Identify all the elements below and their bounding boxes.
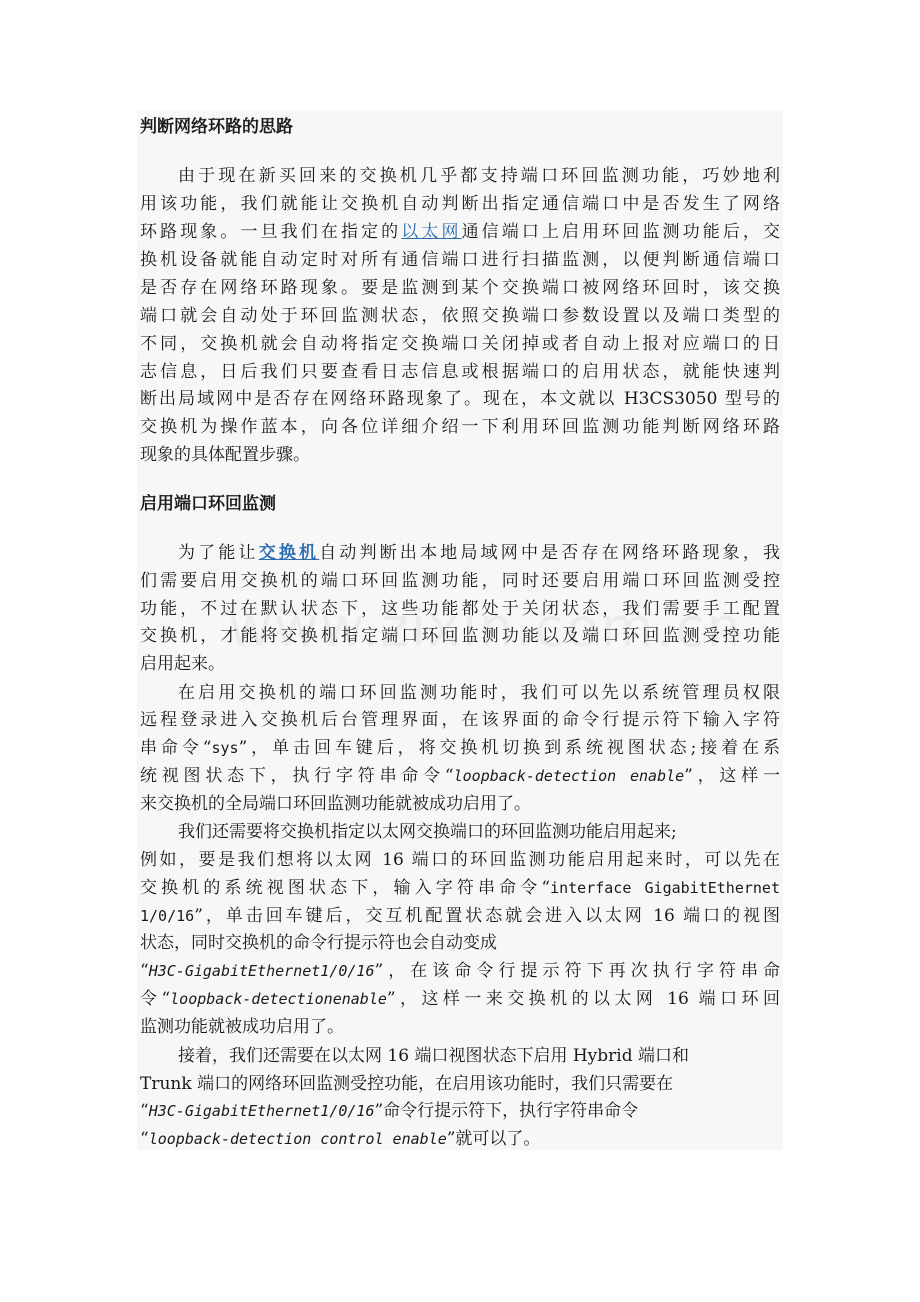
text-span: ”，这样一来交换机的以太网 16 端口环回 [386, 989, 780, 1009]
paragraph-line: 交换机为操作蓝本，向各位详细介绍一下利用环回监测功能判断网络环路 [140, 417, 780, 437]
text-span: “ [140, 1101, 149, 1121]
paragraph-line [140, 903, 780, 930]
paragraph-line: 由于现在新买回来的交换机几乎都支持端口环回监测功能，巧妙地利 [178, 166, 780, 186]
text-span: ”就可以了。 [446, 1129, 541, 1149]
paragraph-line: Trunk 端口的网络环回监测受控功能，在启用该功能时，我们只需要在 [140, 1074, 674, 1094]
paragraph-line: 在启用交换机的端口环回监测功能时，我们可以先以系统管理员权限 [178, 683, 780, 703]
paragraph-line [140, 735, 780, 762]
paragraph-line: 不同，交换机就会自动将指定交换端口关闭掉或者自动上报对应端口的日 [140, 334, 780, 354]
paragraph-line: 例如，要是我们想将以太网 16 端口的环回监测功能启用起来时，可以先在 [140, 850, 780, 870]
paragraph-line [178, 540, 780, 567]
text-span: 串命令“ [140, 738, 212, 758]
command-code: interface GigabitEthernet [550, 879, 780, 897]
paragraph-line: 状态，同时交换机的命令行提示符也会自动变成 [140, 933, 497, 953]
paragraph-line [140, 763, 780, 790]
text-span: 环路现象。一旦我们在指定的 [140, 222, 402, 242]
paragraph-line: 接着，我们还需要在以太网 16 端口视图状态下启用 Hybrid 端口和 [178, 1046, 690, 1066]
command-code: 1/0/16 [140, 907, 195, 925]
paragraph-line [140, 1098, 780, 1125]
text-span: 自动判断出本地局域网中是否存在网络环路现象，我 [319, 543, 781, 563]
paragraph-line [140, 958, 780, 985]
paragraph-line: 交换机，才能将交换机指定端口环回监测功能以及端口环回监测受控功能 [140, 626, 780, 646]
paragraph-line [140, 1126, 780, 1153]
paragraph-line: 监测功能就被成功启用了。 [140, 1017, 344, 1037]
paragraph-line: 们需要启用交换机的端口环回监测功能，同时还要启用端口环回监测受控 [140, 571, 780, 591]
paragraph-line: 我们还需要将交换机指定以太网交换端口的环回监测功能启用起来; [178, 822, 677, 842]
command-code: loopback-detectionenable [170, 990, 387, 1008]
text-span: 交换机的系统视图状态下，输入字符串命令“ [140, 878, 551, 898]
command-code: H3C-GigabitEthernet1/0/16 [148, 962, 375, 980]
section-heading-loop-idea: 判断网络环路的思路 [140, 117, 293, 137]
section-heading-enable-loopback: 启用端口环回监测 [140, 494, 276, 514]
paragraph-line: 端口就会自动处于环回监测状态，依照交换端口参数设置以及端口类型的 [140, 306, 780, 326]
switch-link[interactable]: 交换机 [258, 543, 320, 563]
command-code: loopback-detection control enable [148, 1130, 447, 1148]
paragraph-line: 是否存在网络环路现象。要是监测到某个交换端口被网络环回时，该交换 [140, 278, 780, 298]
text-span: ”，单击回车键后，将交换机切换到系统视图状态;接着在系 [238, 738, 780, 758]
text-span: “ [140, 1129, 149, 1149]
text-span: 统视图状态下，执行字符串命令“ [140, 766, 454, 786]
text-span: “ [140, 961, 149, 981]
paragraph-line: 断出局域网中是否存在网络环路现象了。现在，本文就以 H3CS3050 型号的 [140, 389, 780, 409]
paragraph-line: 远程登录进入交换机后台管理界面，在该界面的命令行提示符下输入字符 [140, 710, 780, 730]
paragraph-line: 来交换机的全局端口环回监测功能就被成功启用了。 [140, 794, 531, 814]
ethernet-link[interactable]: 以太网 [401, 222, 462, 242]
paragraph-line: 用该功能，我们就能让交换机自动判断出指定通信端口中是否发生了网络 [140, 194, 780, 214]
paragraph-line: 启用起来。 [140, 654, 225, 674]
paragraph-line: 现象的具体配置步骤。 [140, 445, 310, 465]
text-span: ”命令行提示符下，执行字符串命令 [374, 1101, 639, 1121]
command-code: H3C-GigabitEthernet1/0/16 [148, 1102, 375, 1120]
command-code: loopback-detection enable [453, 767, 685, 785]
text-span: 令“ [140, 989, 171, 1009]
paragraph-line [140, 875, 780, 902]
paragraph-line: 换机设备就能自动定时对所有通信端口进行扫描监测，以便判断通信端口 [140, 250, 780, 270]
paragraph-line: 志信息，日后我们只要查看日志信息或根据端口的启用状态，就能快速判 [140, 362, 780, 382]
paragraph-line: 功能，不过在默认状态下，这些功能都处于关闭状态，我们需要手工配置 [140, 599, 780, 619]
paragraph-line [140, 219, 780, 246]
command-code: sys [211, 739, 239, 757]
paragraph-line [140, 986, 780, 1013]
text-span: 通信端口上启用环回监测功能后，交 [461, 222, 781, 242]
text-span: ”，在该命令行提示符下再次执行字符串命 [374, 961, 780, 981]
text-span: 为了能让 [178, 543, 259, 563]
text-span: ”，单击回车键后，交互机配置状态就会进入以太网 16 端口的视图 [194, 906, 780, 926]
text-span: ”，这样一 [684, 766, 780, 786]
